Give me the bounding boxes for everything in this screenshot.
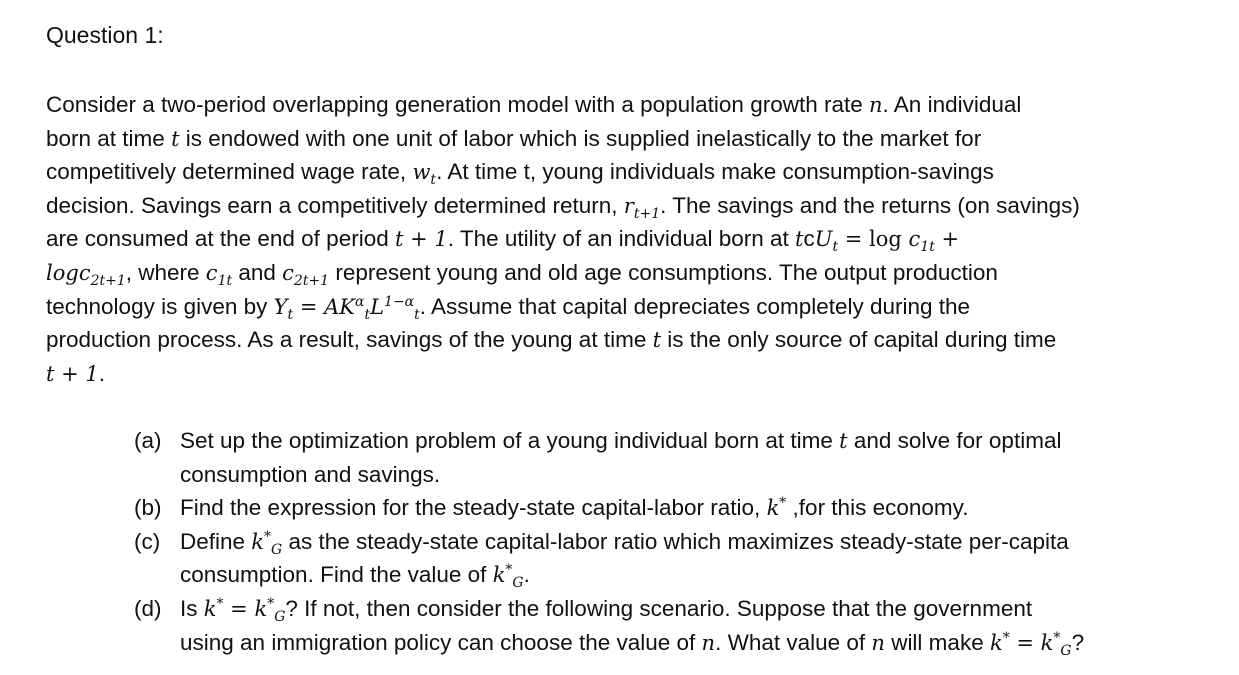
sub-question-a: (a) Set up the optimization problem of a young individual born at time t and solve for optimal consumption and savings.: [134, 424, 1224, 491]
statement-line-4: decision. Savings earn a competitively determined return, $r_{t+1}$. The savings and the returns (on savings): [46, 192, 1080, 222]
math-n: n: [869, 93, 883, 117]
math-return: $r_{t+1}$: [623, 193, 661, 222]
sub-questions: [134, 424, 1224, 659]
sub-question-c: (c) Define $k^*_G$ as the steady-state capital-labor ratio which maximizes steady-state per-capita consumption. Find the value of $k^*_G$.: [134, 525, 1224, 592]
sub-question-label: (b): [134, 495, 162, 521]
math-utility-cont: logc$_{2t+1}$: [46, 260, 126, 290]
statement-line-9: t + 1.: [46, 360, 106, 386]
question-title: Question 1:: [46, 22, 164, 48]
sub-question-b: (b) Find the expression for the steady-state capital-labor ratio, k* ,for this economy.: [134, 491, 1224, 525]
statement-line-5: are consumed at the end of period t + 1. The utility of an individual born at $tcU_t = \log c_{1t}$ +: [46, 226, 960, 256]
statement-line-7: technology is given by $Y_t = AK^\alpha_tL^{1-\alpha}_t$. Assume that capital depreciates completely during the: [46, 293, 971, 323]
statement-line-6: logc$_{2t+1}$, where $c_{1t}$ and $c_{2t+1}$ represent young and old age consumptions. The output production: [46, 259, 998, 290]
statement-line-1: Consider a two-period overlapping generation model with a population growth rate n. An individual: [46, 92, 1022, 117]
sub-question-d: (d) Is $k^* = k^*_G$? If not, then consider the following scenario. Suppose that the government using an immigration policy can choose the value of n. What value of n will make $k^* = k^*_G$?: [134, 592, 1224, 659]
statement-line-8: production process. As a result, savings of the young at time t is the only source of capital during time: [46, 327, 1057, 353]
math-wage: $w_t$: [412, 160, 437, 189]
math-production-function: $Y_t = AK^\alpha_tL^{1-\alpha}_t$: [273, 293, 420, 323]
sub-question-label: (d): [134, 595, 162, 621]
statement-line-2: born at time t is endowed with one unit of labor which is supplied inelastically to the market for: [46, 125, 982, 151]
question-statement: [46, 88, 1221, 390]
sub-question-label: (c): [134, 528, 161, 554]
math-utility: $U_t = \log c_{1t}$ +: [814, 227, 960, 256]
statement-line-3: competitively determined wage rate, $w_t$. At time t, young individuals make consumption-savings: [46, 159, 994, 189]
sub-question-label: (a): [134, 428, 162, 453]
